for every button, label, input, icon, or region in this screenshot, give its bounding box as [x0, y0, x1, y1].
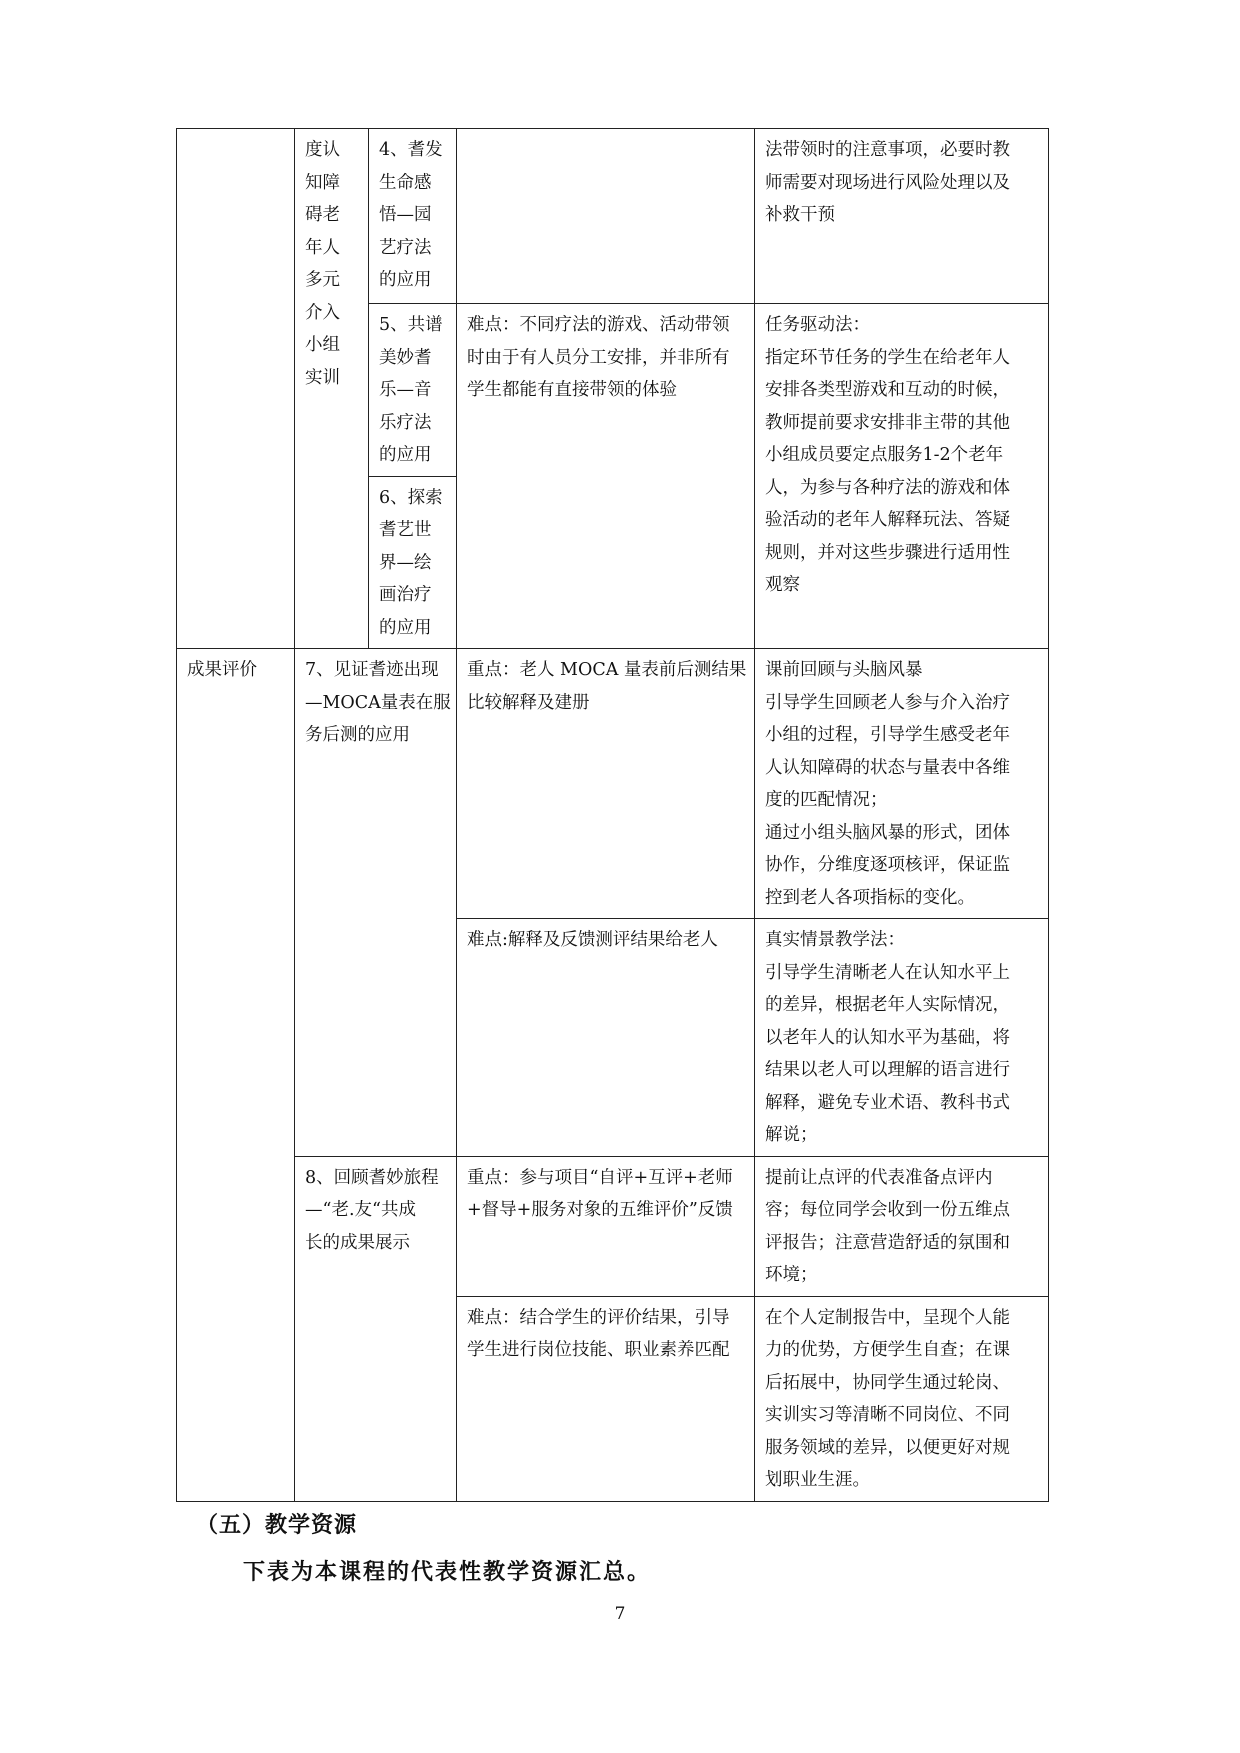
stage-cell — [177, 129, 295, 649]
section-heading: （五）教学资源 — [196, 1513, 358, 1538]
task-cell: 6、探索 耆艺世 界—绘 画治疗 的应用 — [369, 476, 457, 649]
method-cell: 提前让点评的代表准备点评内 容；每位同学会收到一份五维点 评报告；注意营造舒适的氛围和 环境； — [755, 1156, 1049, 1296]
method-cell: 真实情景教学法： 引导学生清晰老人在认知水平上 的差异，根据老年人实际情况， 以老年人的认知水平为基础，将 结果以老人可以理解的语言进行 解释，避免专业术语、教科书式 解说； — [755, 919, 1049, 1157]
task-cell: 7、见证耆迹出现 —MOCA量表在服 务后测的应用 — [295, 649, 457, 1157]
key-point-cell: 重点：老人 MOCA 量表前后测结果 比较解释及建册 — [457, 649, 755, 919]
table-row — [177, 129, 1049, 304]
teaching-design-table — [176, 128, 1049, 1502]
table-row — [177, 1156, 1049, 1296]
difficulty-cell: 难点:解释及反馈测评结果给老人 — [457, 919, 755, 1157]
method-cell: 在个人定制报告中，呈现个人能 力的优势，方便学生自查；在课 后拓展中，协同学生通过轮岗、 实训实习等清晰不同岗位、不同 服务领域的差异，以便更好对规 划职业生涯。 — [755, 1296, 1049, 1501]
task-cell: 5、共谱 美妙耆 乐—音 乐疗法 的应用 — [369, 304, 457, 477]
intro-paragraph: 下表为本课程的代表性教学资源汇总。 — [243, 1560, 652, 1585]
difficulty-cell: 难点：不同疗法的游戏、活动带领 时由于有人员分工安排，并非所有 学生都能有直接带领的体验 — [457, 304, 755, 649]
key-point-cell: 重点：参与项目“自评+互评+老师 +督导+服务对象的五维评价”反馈 — [457, 1156, 755, 1296]
method-cell: 法带领时的注意事项，必要时教 师需要对现场进行风险处理以及 补救干预 — [755, 129, 1049, 304]
task-cell: 8、回顾耆妙旅程 —“老.友“共成 长的成果展示 — [295, 1156, 457, 1501]
difficulty-cell: 难点：结合学生的评价结果，引导 学生进行岗位技能、职业素养匹配 — [457, 1296, 755, 1501]
key-point-cell — [457, 129, 755, 304]
stage-cell: 成果评价 — [177, 649, 295, 1502]
method-cell: 课前回顾与头脑风暴 引导学生回顾老人参与介入治疗 小组的过程，引导学生感受老年 人认知障碍的状态与量表中各维 度的匹配情况； 通过小组头脑风暴的形式，团体 协作，分维度逐项核评，保证监 控到老人各项指标的变化。 — [755, 649, 1049, 919]
page-number: 7 — [614, 1604, 626, 1624]
method-cell: 任务驱动法： 指定环节任务的学生在给老年人 安排各类型游戏和互动的时候， 教师提前要求安排非主带的其他 小组成员要定点服务1-2个老年 人，为参与各种疗法的游戏和体 验活动的老年人解释玩法、答疑 规则，并对这些步骤进行适用性 观察 — [755, 304, 1049, 649]
task-cell: 4、耆发 生命感 悟—园 艺疗法 的应用 — [369, 129, 457, 304]
project-cell: 度认 知障 碍老 年人 多元 介入 小组 实训 — [295, 129, 369, 649]
table-row — [177, 649, 1049, 919]
